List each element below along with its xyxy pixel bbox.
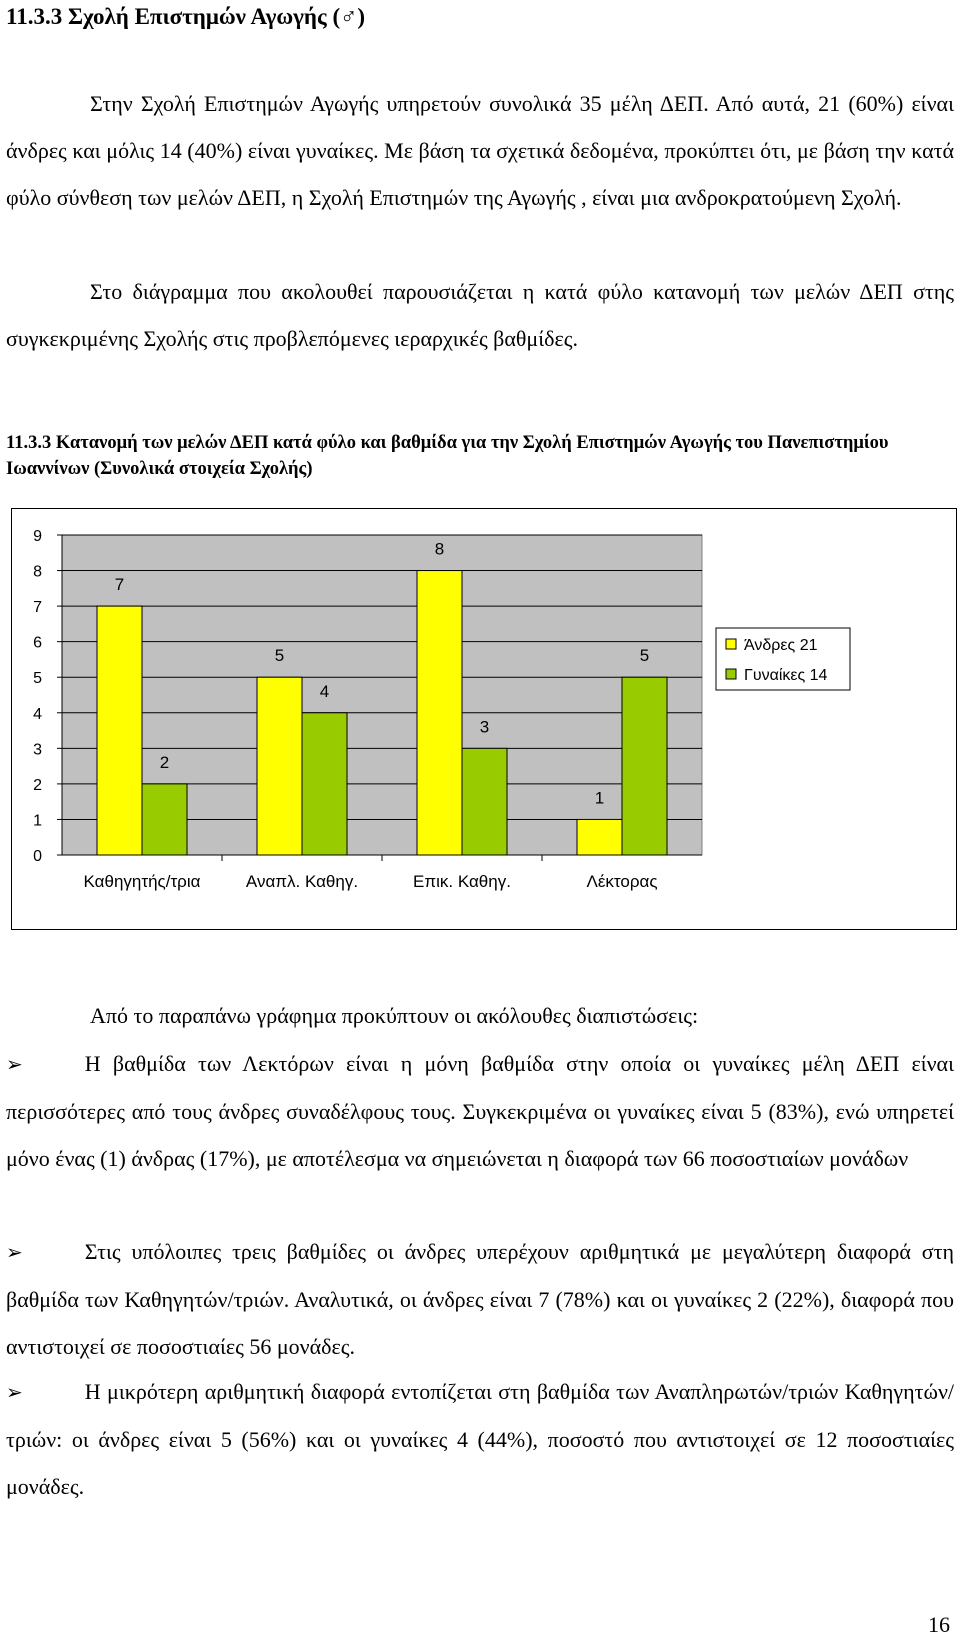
x-tick-label: Καθηγητής/τρια [83, 872, 201, 891]
data-label: 2 [159, 752, 170, 772]
bullet-arrow-icon: ➢ [6, 1052, 23, 1076]
legend-swatch [726, 669, 736, 679]
bar-men [417, 571, 462, 855]
section-heading: 11.3.3 Σχολή Επιστημών Αγωγής (♂) [6, 4, 366, 29]
y-tick-label: 2 [33, 776, 42, 794]
y-tick-label: 8 [33, 563, 42, 581]
page-number: 16 [928, 1612, 950, 1637]
bar-men [257, 677, 302, 855]
legend-label: Γυναίκες 14 [744, 667, 828, 684]
data-label: 1 [594, 788, 605, 808]
bar-women [142, 784, 187, 855]
bar-men [97, 606, 142, 855]
chart-frame [11, 508, 957, 930]
data-label: 5 [639, 646, 650, 666]
bar-chart [12, 509, 956, 929]
intro-paragraph-2: Στο διάγραμμα που ακολουθεί παρουσιάζεται η κατά φύλο κατανομή των μελών ΔΕΠ στης συγκεκριμένης Σχολής στις προβλεπόμενες ιεραρχικές βαθμίδες. [6, 279, 954, 351]
bullet-arrow-icon: ➢ [6, 1380, 23, 1404]
bar-men [577, 819, 622, 855]
y-tick-label: 3 [33, 741, 42, 759]
x-tick-label: Αναπλ. Καθηγ. [245, 872, 359, 891]
y-tick-label: 5 [33, 670, 42, 688]
y-tick-label: 1 [33, 812, 42, 830]
y-tick-label: 0 [33, 848, 42, 865]
finding-item-2 [6, 1228, 954, 1370]
finding-text-2: Στις υπόλοιπες τρεις βαθμίδες οι άνδρες υπερέχουν αριθμητικά με μεγαλύτερη διαφορά στη βαθμίδα των Καθηγητών/τριών. Αναλυτικά, οι άνδρες είναι 7 (78%) και οι γυναίκες 2 (22%), διαφορά που αντιστοιχεί σε ποσοστιαίες 56 μονάδες. [6, 1239, 954, 1359]
bar-women [302, 713, 347, 855]
y-tick-label: 4 [33, 705, 42, 723]
finding-text-1: Η βαθμίδα των Λεκτόρων είναι η μόνη βαθμίδα στην οποία οι γυναίκες μέλη ΔΕΠ είναι περισσότερες από τους άνδρες συναδέλφους τους. Συγκεκριμένα οι γυναίκες είναι 5 (83%), ενώ υπηρετεί μόνο ένας (1) άνδρας (17%), με αποτέλεσμα να σημειώνεται η διαφορά των 66 ποσοστιαίων μονάδων [6, 1051, 954, 1171]
bar-women [462, 748, 507, 855]
intro-paragraph-1: Στην Σχολή Επιστημών Αγωγής υπηρετούν συνολικά 35 μέλη ΔΕΠ. Από αυτά, 21 (60%) είναι άνδρες και μόλις 14 (40%) είναι γυναίκες. Με βάση τα σχετικά δεδομένα, προκύπτει ότι, με βάση την κατά φύλο σύνθεση των μελών ΔΕΠ, η Σχολή Επιστημών της Αγωγής , είναι μια ανδροκρατούμενη Σχολή. [6, 91, 954, 210]
data-label: 5 [274, 646, 285, 666]
y-tick-label: 7 [33, 599, 42, 617]
x-tick-label: Λέκτορας [586, 872, 658, 891]
finding-text-3: Η μικρότερη αριθμητική διαφορά εντοπίζεται στη βαθμίδα των Αναπληρωτών/τριών Καθηγητών/τριών: οι άνδρες είναι 5 (56%) και οι γυναίκες 4 (44%), ποσοστό που αντιστοιχεί σε 12 ποσοστιαίες μονάδες. [6, 1379, 954, 1499]
legend-swatch [726, 639, 736, 649]
bar-women [622, 677, 667, 855]
data-label: 3 [479, 717, 490, 737]
data-label: 4 [319, 681, 330, 701]
finding-item-1 [6, 1040, 954, 1182]
bullet-arrow-icon: ➢ [6, 1240, 23, 1264]
chart-caption: 11.3.3 Κατανομή των μελών ΔΕΠ κατά φύλο και βαθμίδα για την Σχολή Επιστημών Αγωγής του Πανεπιστημίου Ιωαννίνων (Συνολικά στοιχεία Σχολής) [6, 433, 889, 479]
findings-intro: Από το παραπάνω γράφημα προκύπτουν οι ακόλουθες διαπιστώσεις: [90, 1003, 699, 1028]
x-tick-label: Επικ. Καθηγ. [413, 872, 511, 891]
data-label: 8 [434, 539, 445, 559]
y-tick-label: 6 [33, 634, 42, 652]
legend-label: Άνδρες 21 [744, 637, 818, 654]
y-tick-label: 9 [33, 528, 42, 545]
finding-item-3 [6, 1368, 954, 1510]
data-label: 7 [114, 575, 125, 595]
